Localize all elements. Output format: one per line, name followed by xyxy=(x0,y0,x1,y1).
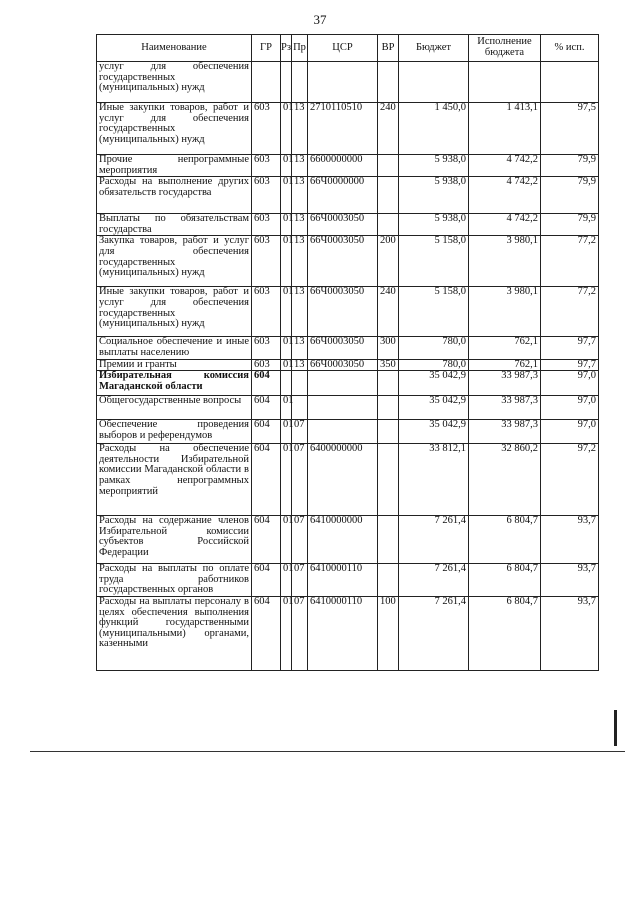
scan-edge-mark xyxy=(614,710,617,746)
cell-gr xyxy=(252,62,281,103)
cell-rz xyxy=(281,371,292,396)
cell-gr: 604 xyxy=(252,516,281,564)
cell-gr: 603 xyxy=(252,359,281,371)
cell-vr xyxy=(378,214,399,236)
cell-csr: 66Ч0003050 xyxy=(308,287,378,337)
page-bottom-rule xyxy=(30,751,625,752)
cell-csr: 6410000110 xyxy=(308,596,378,670)
cell-csr: 6410000000 xyxy=(308,516,378,564)
cell-vr xyxy=(378,420,399,444)
cell-gr: 603 xyxy=(252,214,281,236)
cell-name: Избирательная комиссия Магаданской области xyxy=(97,371,252,396)
cell-execution: 4 742,2 xyxy=(469,214,541,236)
cell-rz: 01 xyxy=(281,103,292,155)
cell-execution: 4 742,2 xyxy=(469,155,541,177)
header-gr: ГР xyxy=(252,35,281,62)
cell-execution: 33 987,3 xyxy=(469,371,541,396)
cell-rz: 01 xyxy=(281,420,292,444)
header-execution: Исполнение бюджета xyxy=(469,35,541,62)
cell-rz xyxy=(281,62,292,103)
cell-budget: 780,0 xyxy=(399,337,469,359)
table-row xyxy=(97,62,599,103)
cell-gr: 603 xyxy=(252,155,281,177)
cell-pr xyxy=(292,371,308,396)
cell-vr xyxy=(378,62,399,103)
cell-name: Социальное обеспечение и иные выплаты населению xyxy=(97,337,252,359)
cell-vr xyxy=(378,371,399,396)
cell-csr: 66Ч0003050 xyxy=(308,337,378,359)
cell-percent: 77,2 xyxy=(541,287,599,337)
cell-execution: 762,1 xyxy=(469,337,541,359)
cell-vr: 240 xyxy=(378,103,399,155)
cell-name: Расходы на выплаты по оплате труда работников государственных органов xyxy=(97,564,252,597)
cell-rz: 01 xyxy=(281,236,292,287)
table-row xyxy=(97,564,599,597)
cell-rz: 01 xyxy=(281,396,292,420)
cell-budget: 5 938,0 xyxy=(399,214,469,236)
cell-name: Общегосударственные вопросы xyxy=(97,396,252,420)
cell-csr xyxy=(308,396,378,420)
cell-percent: 79,9 xyxy=(541,155,599,177)
cell-csr: 6600000000 xyxy=(308,155,378,177)
cell-name: Обеспечение проведения выборов и референдумов xyxy=(97,420,252,444)
table-row xyxy=(97,214,599,236)
cell-pr: 07 xyxy=(292,564,308,597)
cell-percent: 79,9 xyxy=(541,177,599,214)
cell-gr: 603 xyxy=(252,177,281,214)
cell-name: Закупка товаров, работ и услуг для обеспечения государственных (муниципальных) нужд xyxy=(97,236,252,287)
cell-vr xyxy=(378,177,399,214)
cell-rz: 01 xyxy=(281,287,292,337)
cell-execution: 1 413,1 xyxy=(469,103,541,155)
cell-budget: 5 938,0 xyxy=(399,177,469,214)
cell-execution: 6 804,7 xyxy=(469,516,541,564)
table-row xyxy=(97,287,599,337)
cell-gr: 603 xyxy=(252,236,281,287)
cell-pr: 13 xyxy=(292,287,308,337)
cell-vr: 300 xyxy=(378,337,399,359)
cell-budget: 780,0 xyxy=(399,359,469,371)
cell-gr: 604 xyxy=(252,396,281,420)
cell-percent: 97,0 xyxy=(541,420,599,444)
cell-vr xyxy=(378,564,399,597)
cell-name: Прочие непрограммные мероприятия xyxy=(97,155,252,177)
cell-vr: 350 xyxy=(378,359,399,371)
cell-vr xyxy=(378,396,399,420)
cell-pr: 13 xyxy=(292,103,308,155)
header-percent: % исп. xyxy=(541,35,599,62)
cell-name: Иные закупки товаров, работ и услуг для обеспечения государственных (муниципальных) нужд xyxy=(97,287,252,337)
table-row xyxy=(97,420,599,444)
cell-execution: 32 860,2 xyxy=(469,444,541,516)
cell-csr: 66Ч0003050 xyxy=(308,359,378,371)
cell-csr: 66Ч0003050 xyxy=(308,214,378,236)
cell-gr: 604 xyxy=(252,596,281,670)
table-row xyxy=(97,396,599,420)
cell-gr: 604 xyxy=(252,444,281,516)
cell-budget: 7 261,4 xyxy=(399,516,469,564)
cell-rz: 01 xyxy=(281,177,292,214)
header-rz: Рз xyxy=(281,35,292,62)
cell-rz: 01 xyxy=(281,564,292,597)
cell-percent: 97,0 xyxy=(541,396,599,420)
cell-pr: 13 xyxy=(292,337,308,359)
cell-budget: 5 158,0 xyxy=(399,236,469,287)
page-number: 37 xyxy=(313,12,327,27)
cell-percent: 97,0 xyxy=(541,371,599,396)
cell-percent: 93,7 xyxy=(541,596,599,670)
header-vr: ВР xyxy=(378,35,399,62)
cell-pr: 13 xyxy=(292,155,308,177)
cell-vr xyxy=(378,444,399,516)
cell-vr xyxy=(378,516,399,564)
cell-pr: 07 xyxy=(292,516,308,564)
cell-budget: 5 938,0 xyxy=(399,155,469,177)
cell-percent: 97,7 xyxy=(541,337,599,359)
cell-rz: 01 xyxy=(281,596,292,670)
cell-name: услуг для обеспечения государственных (муниципальных) нужд xyxy=(97,62,252,103)
cell-budget: 35 042,9 xyxy=(399,371,469,396)
cell-budget xyxy=(399,62,469,103)
cell-csr xyxy=(308,420,378,444)
table-row xyxy=(97,444,599,516)
cell-gr: 604 xyxy=(252,371,281,396)
cell-pr: 13 xyxy=(292,177,308,214)
cell-pr: 13 xyxy=(292,214,308,236)
table-row xyxy=(97,177,599,214)
cell-budget: 5 158,0 xyxy=(399,287,469,337)
cell-gr: 604 xyxy=(252,564,281,597)
cell-percent: 97,7 xyxy=(541,359,599,371)
cell-rz: 01 xyxy=(281,214,292,236)
cell-percent: 93,7 xyxy=(541,516,599,564)
cell-pr: 13 xyxy=(292,236,308,287)
cell-execution: 3 980,1 xyxy=(469,236,541,287)
cell-execution: 33 987,3 xyxy=(469,396,541,420)
cell-percent xyxy=(541,62,599,103)
cell-csr: 66Ч0000000 xyxy=(308,177,378,214)
cell-percent: 97,5 xyxy=(541,103,599,155)
cell-execution: 6 804,7 xyxy=(469,564,541,597)
cell-csr: 66Ч0003050 xyxy=(308,236,378,287)
cell-csr xyxy=(308,62,378,103)
cell-execution: 762,1 xyxy=(469,359,541,371)
cell-percent: 79,9 xyxy=(541,214,599,236)
cell-gr: 604 xyxy=(252,420,281,444)
header-name: Наименование xyxy=(97,35,252,62)
header-pr: Пр xyxy=(292,35,308,62)
cell-csr: 2710110510 xyxy=(308,103,378,155)
cell-rz: 01 xyxy=(281,337,292,359)
cell-rz: 01 xyxy=(281,155,292,177)
table-row xyxy=(97,236,599,287)
cell-budget: 1 450,0 xyxy=(399,103,469,155)
cell-name: Расходы на содержание членов Избирательной комиссии субъектов Российской Федерации xyxy=(97,516,252,564)
cell-csr: 6410000110 xyxy=(308,564,378,597)
cell-name: Иные закупки товаров, работ и услуг для обеспечения государственных (муниципальных) нужд xyxy=(97,103,252,155)
table-header-row xyxy=(97,35,599,62)
cell-name: Расходы на выполнение других обязательств государства xyxy=(97,177,252,214)
table-row xyxy=(97,371,599,396)
cell-rz: 01 xyxy=(281,444,292,516)
cell-rz: 01 xyxy=(281,359,292,371)
cell-name: Расходы на обеспечение деятельности Избирательной комиссии Магаданской области в рамках непрограммных мероприятий xyxy=(97,444,252,516)
cell-gr: 603 xyxy=(252,287,281,337)
cell-percent: 77,2 xyxy=(541,236,599,287)
cell-vr: 240 xyxy=(378,287,399,337)
cell-execution xyxy=(469,62,541,103)
cell-name: Выплаты по обязательствам государства xyxy=(97,214,252,236)
cell-vr xyxy=(378,155,399,177)
cell-rz: 01 xyxy=(281,516,292,564)
cell-pr: 07 xyxy=(292,420,308,444)
cell-pr: 07 xyxy=(292,596,308,670)
cell-budget: 7 261,4 xyxy=(399,596,469,670)
table-row xyxy=(97,359,599,371)
table-row xyxy=(97,103,599,155)
cell-percent: 93,7 xyxy=(541,564,599,597)
cell-execution: 6 804,7 xyxy=(469,596,541,670)
table-row xyxy=(97,155,599,177)
cell-pr: 07 xyxy=(292,444,308,516)
cell-vr: 200 xyxy=(378,236,399,287)
cell-execution: 3 980,1 xyxy=(469,287,541,337)
cell-pr xyxy=(292,62,308,103)
cell-execution: 4 742,2 xyxy=(469,177,541,214)
cell-gr: 603 xyxy=(252,337,281,359)
cell-name: Расходы на выплаты персоналу в целях обеспечения выполнения функций государственными (муниципальными) органами, казенными xyxy=(97,596,252,670)
cell-csr xyxy=(308,371,378,396)
cell-pr xyxy=(292,396,308,420)
table-row xyxy=(97,516,599,564)
cell-budget: 7 261,4 xyxy=(399,564,469,597)
cell-budget: 35 042,9 xyxy=(399,396,469,420)
cell-vr: 100 xyxy=(378,596,399,670)
cell-percent: 97,2 xyxy=(541,444,599,516)
cell-execution: 33 987,3 xyxy=(469,420,541,444)
header-budget: Бюджет xyxy=(399,35,469,62)
cell-budget: 33 812,1 xyxy=(399,444,469,516)
cell-pr: 13 xyxy=(292,359,308,371)
cell-budget: 35 042,9 xyxy=(399,420,469,444)
budget-execution-table xyxy=(96,34,599,671)
table-body xyxy=(97,62,599,671)
table-row xyxy=(97,596,599,670)
cell-name: Премии и гранты xyxy=(97,359,252,371)
cell-gr: 603 xyxy=(252,103,281,155)
cell-csr: 6400000000 xyxy=(308,444,378,516)
table-row xyxy=(97,337,599,359)
header-csr: ЦСР xyxy=(308,35,378,62)
